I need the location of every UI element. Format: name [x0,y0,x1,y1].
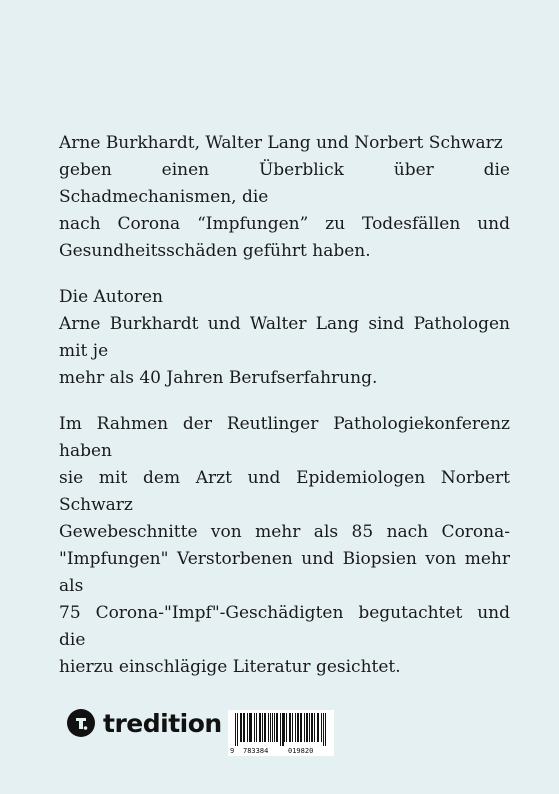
barcode-bar [265,713,266,742]
barcode-bar [244,713,245,742]
barcode-bar [298,713,299,742]
barcode-bar [292,713,293,742]
barcode-bar [309,713,310,742]
barcode-bar [270,713,271,742]
barcode-bar [318,713,319,742]
publisher-name: tredition [103,708,222,738]
barcode-bar [304,713,305,742]
text-line: mehr als 40 Jahren Berufserfahrung. [59,368,378,388]
barcode-bar [256,713,257,742]
blurb-paragraph-summary [59,130,510,265]
barcode-bar [295,713,296,742]
barcode-bar [260,713,261,742]
text-line: geben einen Überblick über die Schadmechanismen, die [59,160,510,207]
barcode-bar [250,713,251,742]
barcode-bar [307,713,308,742]
barcode-bar [264,713,265,742]
barcode-bar [306,713,307,742]
barcode-bar [314,713,315,742]
barcode-bar [325,713,326,746]
barcode-bar [311,713,312,742]
barcode-bar [247,713,248,742]
barcode-bar [312,713,313,742]
barcode-bar [289,713,290,742]
text-line: Arne Burkhardt und Walter Lang sind Pathologen mit je [59,314,510,361]
barcode-bar [243,713,244,742]
barcode-lead-digit: 9 [230,747,235,755]
text-line: Gesundheitsschäden geführt haben. [59,241,371,261]
barcode-bar [301,713,302,742]
barcode-bar [300,713,301,742]
barcode-bar [286,713,287,742]
isbn-barcode [228,710,334,756]
barcode-bar [276,713,277,742]
barcode-bar [240,713,241,742]
blurb-paragraph-research [59,411,510,681]
barcode-bar [290,713,291,742]
barcode-bar [274,713,275,742]
barcode-bar [237,713,238,746]
barcode-bar [317,713,318,742]
barcode-bar [251,713,252,742]
barcode-bar [259,713,260,742]
barcode-bar [280,713,281,746]
barcode-bar [282,713,283,746]
barcode-bar [283,713,284,746]
barcode-bar [321,713,322,742]
text-line: Gewebeschnitte von mehr als 85 nach Corona- [59,522,510,542]
barcode-left-group: 783384 [243,747,269,755]
barcode-bar [262,713,263,742]
text-line: sie mit dem Arzt und Epidemiologen Norbert Schwarz [59,468,510,515]
tredition-logo-icon [67,709,95,737]
barcode-digits [228,746,334,756]
text-line: "Impfungen" Verstorbenen und Biopsien von mehr als [59,549,510,596]
barcode-bar [323,713,324,746]
blurb-paragraph-authors [59,284,510,392]
barcode-bar [254,713,255,742]
text-line: nach Corona “Impfungen” zu Todesfällen und [59,214,510,234]
barcode-right-group: 019820 [288,747,314,755]
text-line: Arne Burkhardt, Walter Lang und Norbert Schwarz [59,133,503,153]
barcode-bar [284,713,285,742]
publisher-logo [67,706,222,740]
text-line: hierzu einschlägige Literatur gesichtet. [59,657,401,677]
barcode-bar [272,713,273,742]
text-line: 75 Corona-"Impf"-Geschädigten begutachtet und die [59,603,510,650]
text-line: Im Rahmen der Reutlinger Pathologiekonferenz haben [59,414,510,461]
blurb-text [59,130,510,681]
barcode-bar [249,713,250,742]
barcode-bar [235,713,236,746]
barcode-bar [277,713,278,742]
barcode-bar [241,713,242,742]
barcode-bar [297,713,298,742]
barcode-bar [268,713,269,742]
authors-heading: Die Autoren [59,287,163,307]
